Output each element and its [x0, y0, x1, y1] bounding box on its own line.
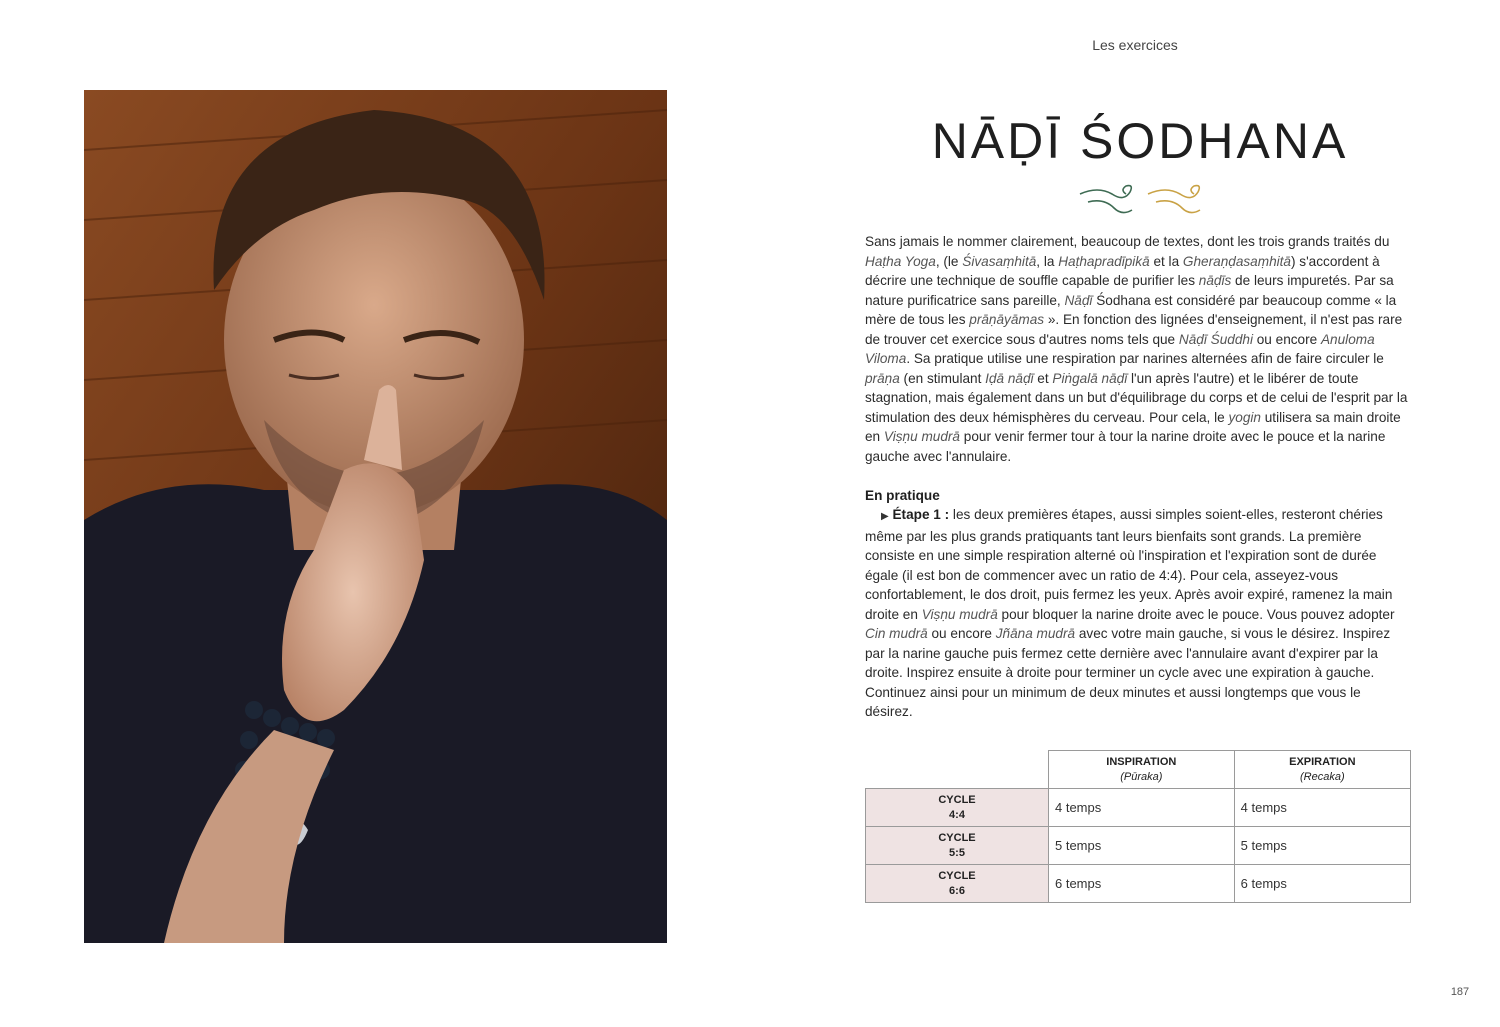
continue-paragraph: Continuez ainsi pour un minimum de deux minutes et aussi longtemps que vous le désirez.	[865, 684, 1361, 719]
page-number: 187	[1450, 986, 1470, 998]
practice-heading: En pratique	[865, 487, 940, 503]
inspiration-cell: 5 temps	[1049, 827, 1235, 865]
header-expiration: EXPIRATION (Recaka)	[1234, 751, 1410, 789]
swirl-ornament-icon	[1078, 180, 1208, 220]
expiration-cell: 5 temps	[1234, 827, 1410, 865]
section-label: Les exercices	[1092, 37, 1178, 53]
table-header-row	[866, 751, 1411, 789]
cycle-cell: CYCLE 5:5	[866, 827, 1049, 865]
body-text	[865, 232, 1410, 722]
inspiration-cell: 6 temps	[1049, 865, 1235, 903]
cycle-cell: CYCLE 6:6	[866, 865, 1049, 903]
expiration-cell: 4 temps	[1234, 789, 1410, 827]
photo-man-nadi-shodhana	[84, 90, 667, 943]
step-label: Étape 1 :	[892, 507, 950, 522]
table-row	[866, 789, 1411, 827]
header-inspiration: INSPIRATION (Pūraka)	[1049, 751, 1235, 789]
table-corner-cell	[866, 751, 1049, 789]
table-row	[866, 865, 1411, 903]
intro-paragraph: Sans jamais le nommer clairement, beaucoup de textes, dont les trois grands traités du Haṭha Yoga, (le Śivasaṃhitā, la Haṭhapradīpikā et la Gheraṇḍasaṃhitā) s'accordent à décrire une technique de souffle capable de purifier les nāḍīs de leurs impuretés. Par sa nature purificatrice sans pareille, Nāḍī Śodhana est considéré par beaucoup comme « la mère de tous les prāṇāyāmas ». En fonction des lignées d'enseignement, il n'est pas rare de trouver cet exercice sous d'autres noms tels que Nāḍī Śuddhi ou encore Anuloma Viloma. Sa pratique utilise une respiration par narines alternées afin de faire circuler le prāṇa (en stimulant Iḍā nāḍī et Piṅgalā nāḍī l'un après l'autre) et le libérer de toute stagnation, mais également dans un but d'équilibrage du corps et de celui de l'esprit par la stimulation des deux hémisphères du cerveau. Pour cela, le yogin utilisera sa main droite en Viṣṇu mudrā pour venir fermer tour à tour la narine droite avec le pouce et la narine gauche avec l'annulaire.	[865, 234, 1408, 464]
expiration-cell: 6 temps	[1234, 865, 1410, 903]
cycle-cell: CYCLE 4:4	[866, 789, 1049, 827]
step-1-paragraph: ▶ Étape 1 : les deux premières étapes, aussi simples soient-elles, resteront chéries même par les plus grands pratiquants tant leurs bienfaits sont grands. La première consiste en une simple respiration alterné où l'inspiration et l'expiration sont de durée égale (il est bon de commencer avec un ratio de 4:4). Pour cela, asseyez-vous confortablement, le dos droit, puis fermez les yeux. Après avoir expiré, ramenez la main droite en Viṣṇu mudrā pour bloquer la narine droite avec le pouce. Vous pouvez adopter Cin mudrā ou encore Jñāna mudrā avec votre main gauche, si vous le désirez. Inspirez par la narine gauche puis fermez cette dernière avec l'annulaire avant d'expirer par la droite. Inspirez ensuite à droite pour terminer un cycle avec une expiration à gauche.	[865, 507, 1395, 680]
table-row	[866, 827, 1411, 865]
inspiration-cell: 4 temps	[1049, 789, 1235, 827]
bullet-triangle-icon: ▶	[881, 511, 889, 522]
page-title: NĀḌĪ ŚODHANA	[931, 113, 1349, 169]
cycles-table	[865, 750, 1411, 903]
photo-illustration	[84, 90, 667, 943]
